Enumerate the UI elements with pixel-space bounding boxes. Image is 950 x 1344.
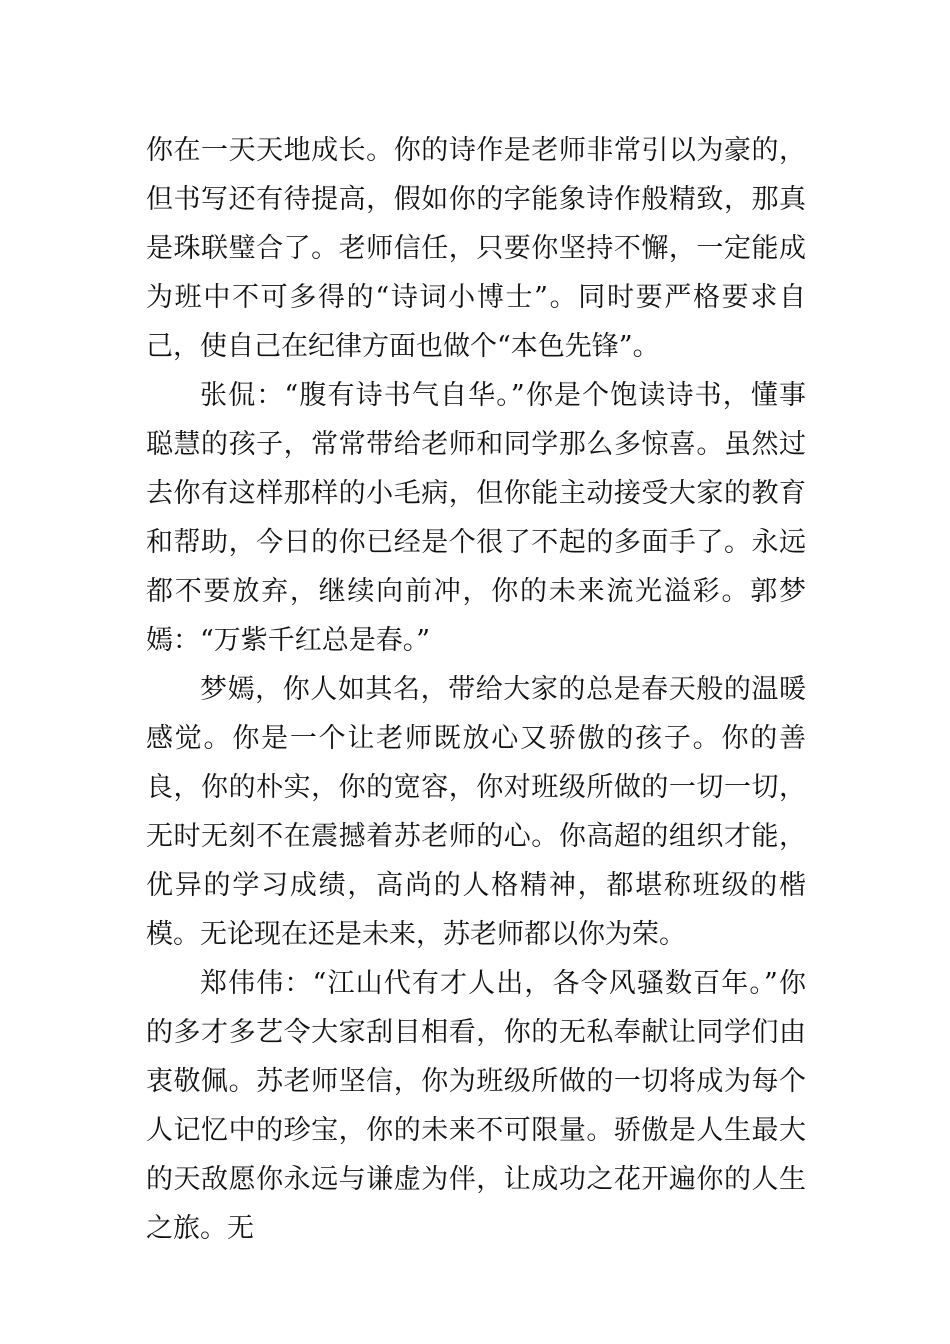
paragraph-3: 梦嫣，你人如其名，带给大家的总是春天般的温暖感觉。你是一个让老师既放心又骄傲的孩子。你的善良，你的朴实，你的宽容，你对班级所做的一切一切，无时无刻不在震撼着苏老师的心。你高超的组织才能，优异的学习成绩，高尚的人格精神，都堪称班级的楷模。无论现在还是未来，苏老师都以你为荣。 [146, 674, 806, 950]
document-page [146, 126, 806, 1253]
paragraph-2: 张侃：“腹有诗书气自华。”你是个饱读诗书，懂事聪慧的孩子，常常带给老师和同学那么多惊喜。虽然过去你有这样那样的小毛病，但你能主动接受大家的教育和帮助，今日的你已经是个很了不起的多面手了。永远都不要放弃，继续向前冲，你的未来流光溢彩。郭梦嫣：“万紫千红总是春。” [146, 380, 806, 656]
paragraph-1: 你在一天天地成长。你的诗作是老师非常引以为豪的，但书写还有待提高，假如你的字能象诗作般精致，那真是珠联璧合了。老师信任，只要你坚持不懈，一定能成为班中不可多得的“诗词小博士”。同时要严格要求自己，使自己在纪律方面也做个“本色先锋”。 [146, 135, 806, 362]
paragraph-4: 郑伟伟：“江山代有才人出，各令风骚数百年。”你的多才多艺令大家刮目相看，你的无私奉献让同学们由衷敬佩。苏老师坚信，你为班级所做的一切将成为每个人记忆中的珍宝，你的未来不可限量。骄傲是人生最大的天敌愿你永远与谦虚为伴，让成功之花开遍你的人生之旅。无 [146, 968, 806, 1244]
